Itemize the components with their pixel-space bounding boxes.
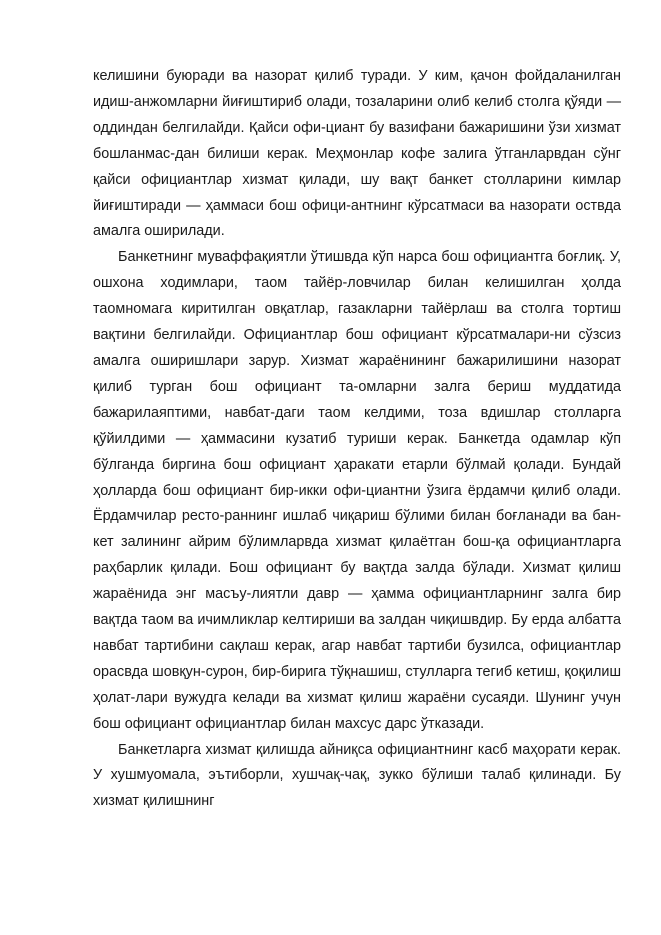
- document-page: [93, 64, 621, 815]
- paragraph-3: Банкетларга хизмат қилишда айниқса официантнинг касб маҳорати керак. У хушмуомала, эътиборли, хушчақ-чақ, зукко бўлиши талаб қилинади. Бу хизмат қилишнинг: [93, 741, 621, 810]
- paragraph-2: Банкетнинг муваффақиятли ўтишвда кўп нарса бош официантга боғлиқ. У, ошхона ходимлари, таом тайёр-ловчилар билан келишилган ҳолда таомномага киритилган овқатлар, газакларни тайёрлаш ва столга тортиш вақтини белгилайди. Официантлар бош официант кўрсатмалари-ни сўзсиз амалга оширишлари зарур. Хизмат жараёнининг бажарилишини назорат қилиб турган бош официант та-омларни залга бериш муддатида бажарилаяптими, навбат-даги таом келдими, тоза вдишлар столларга қўйилдими — ҳаммасини кузатиб туриши керак. Банкетда одамлар кўп бўлганда биргина бош официант ҳаракати етарли бўлмай қолади. Бундай ҳолларда бош официант бир-икки офи-циантни ўзига ёрдамчи қилиб олади. Ёрдамчилар ресто-раннинг ишлаб чиқариш бўлими билан боғланади ва бан-кет залининг айрим бўлимларвда хизмат қилаётган бош-қа официантларга раҳбарлик қилади. Бош официант бу вақтда залда бўлади. Хизмат қилиш жараёнида энг масъу-лиятли давр — ҳамма официантларнинг залга бир вақтда таом ва ичимликлар келтириши ва залдан чиқишвдир. Бу ерда албатта навбат тартибини сақлаш керак, агар навбат тартиби бузилса, официантлар орасвда шовқун-сурон, бир-бирига тўқнашиш, стулларга тегиб кетиш, қоқилиш ҳолат-лари вужудга келади ва хизмат қилиш жараёни сусаяди. Шунинг учун бош официант официантлар билан махсус дарс ўтказади.: [93, 249, 621, 732]
- paragraph-1: келишини буюради ва назорат қилиб туради. У ким, қачон фойдаланилган идиш-анжомларни йиғиштириб олади, тозаларини олиб келиб столга қўяди — оддиндан белгилайди. Қайси офи-циант бу вазифани бажаришини ўзи хизмат бошланмас-дан билиши керак. Меҳмонлар кофе залига ўтганларвдан сўнг қайси официантлар хизмат қилади, шу вақт банкет столларини кимлар йиғиштиради — ҳаммаси бош офици-антнинг кўрсатмаси ва назорати оствда амалга оширилади.: [93, 68, 621, 240]
